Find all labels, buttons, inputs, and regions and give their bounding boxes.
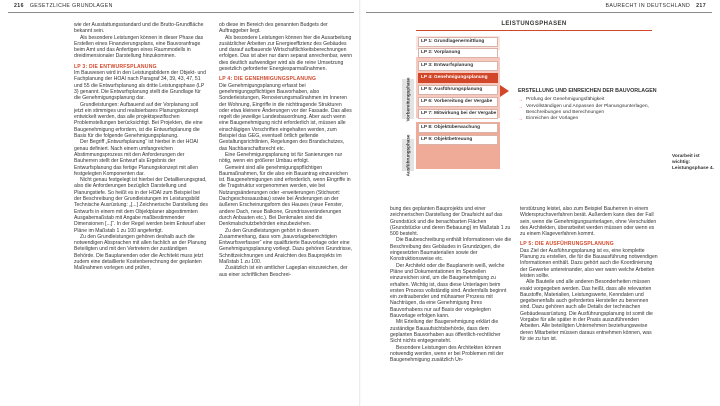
- legend-title: ERSTELLUNG UND EINREICHEN DER BAUVORLAGEN: [518, 88, 657, 94]
- phase-step-8: LP 8: Objektüberwachung: [418, 123, 498, 133]
- diagram-legend: [518, 88, 658, 122]
- diagram-title: LEISTUNGSPHASEN: [416, 17, 652, 31]
- paragraph: Gemeint sind alle genehmigungspflichtigen Baumaßnahmen, für die also ein Bauantrag einzureichen ist. Baugenehmigungen sind erforderlich, wenn Eingriffe in die Tragstruktur vorgenommen werden, wie bei Nutzungsänderungen oder -erweiterungen (Stichwort: Dachgeschossausbau) sowie bei Änderungen an der äußeren Erscheinungsform des Hauses (neue Fenster, andere Dach, neue Balkone, Grundrissveränderungen durch Anbauten etc.). Bei Denkmalen sind die Denkmalschutzbehörden einzubeziehen.: [219, 164, 351, 228]
- paragraph: Zu den Grundleistungen gehören deshalb auch die notwendigen Absprachen mit allen fachlich an der Planung Beteiligten und mit den Vertretern der zuständigen Behörde. Die Bauplanenden oder die Architekt muss jetzt zudem eine detaillierte Kostenberechnung der geplanten Maßnahmen vorlegen und prüfen,: [74, 233, 207, 272]
- side-label-preparation: Vorbereitungsphase: [402, 79, 414, 119]
- section-heading: LP 5: DIE AUSFÜHRUNGSPLANUNG: [520, 241, 614, 248]
- left-page-header: [8, 0, 113, 12]
- text-column-1: [74, 22, 208, 406]
- leistungsphasen-diagram: [398, 17, 658, 175]
- paragraph: Besondere Leistungen des Architekten können notwendig werden, wenn er bei Problemen mit der Baugenehmigung zusätzlich Un-: [390, 344, 504, 364]
- text-column-3: [390, 206, 512, 406]
- right-page-header: [606, 0, 712, 12]
- section-heading: LP 3: DIE ENTWURFSPLANUNG: [74, 63, 157, 70]
- paragraph: ob diese im Bereich des genannten Budgets der Auftraggeber liegt.: [219, 22, 328, 35]
- text-column-2: [219, 22, 353, 406]
- left-header-rule: [8, 12, 354, 13]
- paragraph: Der Architekt oder die Bauplanerin weiß, welche Pläne und Dokumentationen im Speziellen einzureichen sind, um die Baugenehmigung zu erhalten. Wichtig ist, dass diese Unterlagen beim ersten Prozess vollständig sind. Andernfalls beginnt ein zeitraubender und mühsamer Prozess mit Nachträgen, da eine Genehmigung Ihres Bauvorhabens nur auf Basis der vorgelegten Bauvorlage erfolgen kann.: [390, 262, 507, 320]
- book-spine: [359, 0, 361, 406]
- phase-step-6: LP 6: Vorbereitung der Vergabe: [418, 97, 498, 107]
- paragraph: terstützung leistet, also zum Beispiel Bauherren in einem Widerspruchsverfahren berät. Außerdem kann dies der Fall sein, wenn die Genehmigungsunterlagen, ohne Verschulden des Architekten, überarbeitet werden müssen oder wenn es zu einem Klageverfahren kommt.: [520, 206, 657, 238]
- phase-step-4: LP 4: Genehmigungsplanung: [418, 73, 498, 83]
- arrow-right-icon: [500, 85, 509, 97]
- phase-step-7: LP 7: Mitwirkung bei der Vergabe: [418, 109, 498, 119]
- legend-item: → Vervollständigen und Anpassen der Planungsunterlagen, Beschreibungen und Berechnungen: [518, 104, 658, 116]
- left-running-title: GESETZLICHE GRUNDLAGEN: [29, 3, 113, 9]
- paragraph: Grundleistungen: Aufbauend auf der Vorplanung soll jetzt ein stimmiges und realisierbares Planungskonzept entwickelt werden, das alle projektspezifischen Problemstellungen berücksichtigt. Bei Projekten, die eine Baugenehmigung erfordern, ist die Entwurfsplanung die Basis für die folgende Genehmigungsplanung.: [74, 101, 203, 140]
- paragraph: Nicht genau festgelegt ist hierbei der Detaillierungsgrad, also die Anforderungen bezüglich Darstellung und Planungstiefe. So heißt es in der HOAI zum Beispiel bei der Beschreibung der Grundleistungen im Leistungsbild Technische Ausrüstung: „[...] Zeichnerische Darstellung des Entwurfs in einem mit dem Objektplaner abgestimmten Ausgabemaßstab mit Angabe maßbestimmender Dimensionen [...]“. In der Regel werden beim Entwurf aber Pläne im Maßstab 1 zu 100 angefertigt.: [74, 177, 208, 234]
- paragraph: Mit Erteilung der Baugenehmigung erklärt die zuständige Bauaufsichtsbehörde, dass dem geplanten Bauvorhaben aus öffentlich-rechtlicher Sicht nichts entgegensteht.: [390, 319, 501, 345]
- legend-item: → Prüfung der Genehmigungsfähigkeit: [518, 97, 658, 103]
- paragraph: wie der Ausstattungsstandard und die Brutto-Grundfläche bekannt sein.: [74, 22, 204, 35]
- paragraph: Zusätzlich ist ein amtlicher Lageplan einzureichen, der aus einer schriftlichen Beschrei-: [219, 265, 348, 278]
- phase-step-9: LP 9: Objektbetreuung: [418, 135, 498, 145]
- side-label-execution: Ausführungsphase: [402, 139, 414, 171]
- phase-step-1: LP 1: Grundlagenermittlung: [418, 37, 498, 47]
- text-column-4: [520, 206, 658, 406]
- paragraph: bung des geplanten Bauprojekts und einer zeichnerischen Darstellung der Draufsicht auf das Grundstück und die benachbarten Flächen (Grundstücke und deren Bebauung) im Maßstab 1 zu 500 besteht.: [390, 206, 511, 238]
- paragraph: Als besondere Leistungen können in dieser Phase das Erstellen eines Finanzierungsplans, eine Bauvoranfrage beim Amt und das Anfertigen eines Raummodells in dreidimensionaler Darstellung hinzukommen.: [74, 34, 204, 60]
- right-running-title: BAURECHT IN DEUTSCHLAND: [605, 3, 691, 9]
- paragraph: Im Bauwesen wird in den Leistungsbildern der Objekt- und Fachplanung der HOAI nach Paragraf 34, 39, 43, 47, 51 und 55 die Entwurfsplanung als dritte Leistungsphase (LP 3) genannt. Die Entwurfsplanung stellt die Grundlage für die Genehmigungsplanung dar.: [74, 70, 206, 102]
- paragraph: Als besondere Leistungen können hier die Ausarbeitung zusätzlicher Arbeiten zur Energieeffizienz des Gebäudes und darauf aufbauende Wirtschaftlichkeitsberechnungen erfolgen. Das ist aber nur dann separat anrechenbar, wenn dies deutlich aufwendiger wird als die reine Umsetzung gesetzlich geforderter Energiesparmaßnahmen.: [219, 34, 353, 73]
- phase-step-2: LP 2: Vorplanung: [418, 48, 498, 58]
- right-page-number: 217: [696, 3, 706, 9]
- image-caption: Vorarbeit ist wichtig: Leistungsphase 4.: [672, 154, 714, 171]
- paragraph: Der Begriff „Entwurfsplanung“ ist hierbei in der HOAI genau definiert. Nach einem umfangreichen Abstimmungsprozess mit den Anforderungen der Bauherren stellt der Entwurf als Ergebnis der Entwurfsplanung das fertige Planungskonzept mit allen festgelegten Komponenten dar.: [74, 139, 199, 177]
- phase-step-3: LP 3: Entwurfsplanung: [418, 61, 498, 71]
- phase-step-5: LP 5: Ausführungsplanung: [418, 85, 498, 95]
- paragraph: Zu den Grundleistungen gehört in diesem Zusammenhang, dass vom „bauvorlageberechtigten Entwurfsverfasser“ eine qualifizierte Bauvorlage oder eine Genehmigungsplanung vorliegt. Dazu gehören Grundrisse, Schnittzeichnungen und Ansichten des Bauprojekts im Maßstab 1 zu 100.: [219, 227, 353, 265]
- paragraph: Die Baubeschreibung enthält Informationen wie die Beschreibung des Gebäudes in Grundzügen, die eingesetzten Baumaterialien sowie der Konstruktionsweise etc.: [390, 237, 512, 263]
- left-page-number: 216: [14, 3, 24, 9]
- right-header-rule: [366, 12, 712, 13]
- section-heading: LP 4: DIE GENEHMIGUNGSPLANUNG: [219, 76, 317, 83]
- paragraph: Alle Bauteile und alle anderen Besonderheiten müssen exakt vorgegeben werden. Das heißt, dass alle relevanten Baustoffe, Materialien, Leistungswerte, Kenndaten und gegebenenfalls auch gefordertes Hersteller zu benennen sind. Dazu gehören auch alle Details der technischen Gebäudeausrüstung. Die Ausführungsplanung ist somit die Vorgabe für alle später in der Praxis auszuführenden Arbeiten. Alle beteiligten Unternehmen beziehungsweise deren Mitarbeiter müssen daraus entnehmen können, was für sie zu tun ist.: [520, 279, 653, 342]
- legend-item: → Einreichen der Vorlagen: [518, 116, 658, 122]
- paragraph: Die Genehmigungsplanung erfasst bei genehmigungspflichtigen Bauvorhaben, also Sonderleistungen, Renovierungsmaßnahmen im Inneren der Wohnung, Eingriffe in die nichttragende Strukturen oder etwa kleinere Änderungen vor der Fassade. Das alles regelt die jeweilige Landesbauordnung. Aber auch wenn eine Baugenehmigung nicht erforderlich ist, müssen alle einschlägigen Vorschriften eingehalten werden, zum Beispiel das GEG, eventuell örtlich geltende Gestaltungsrichtlinien, Regelungen des Brandschutzes, das Nachbarschaftsrecht etc.: [219, 82, 352, 152]
- paragraph: Das Ziel der Ausführungsplanung ist es, eine komplette Planung zu erstellen, die für die Bauausführung notwendigen Informationen enthält. Dazu gehört auch die Koordinierung der Gewerke untereinander, also wer wann welche Arbeiten leisten sollte.: [520, 247, 658, 279]
- paragraph: Eine Genehmigungsplanung ist für Sanierungen nur nötig, wenn ein größerer Umbau erfolgt.: [219, 151, 343, 165]
